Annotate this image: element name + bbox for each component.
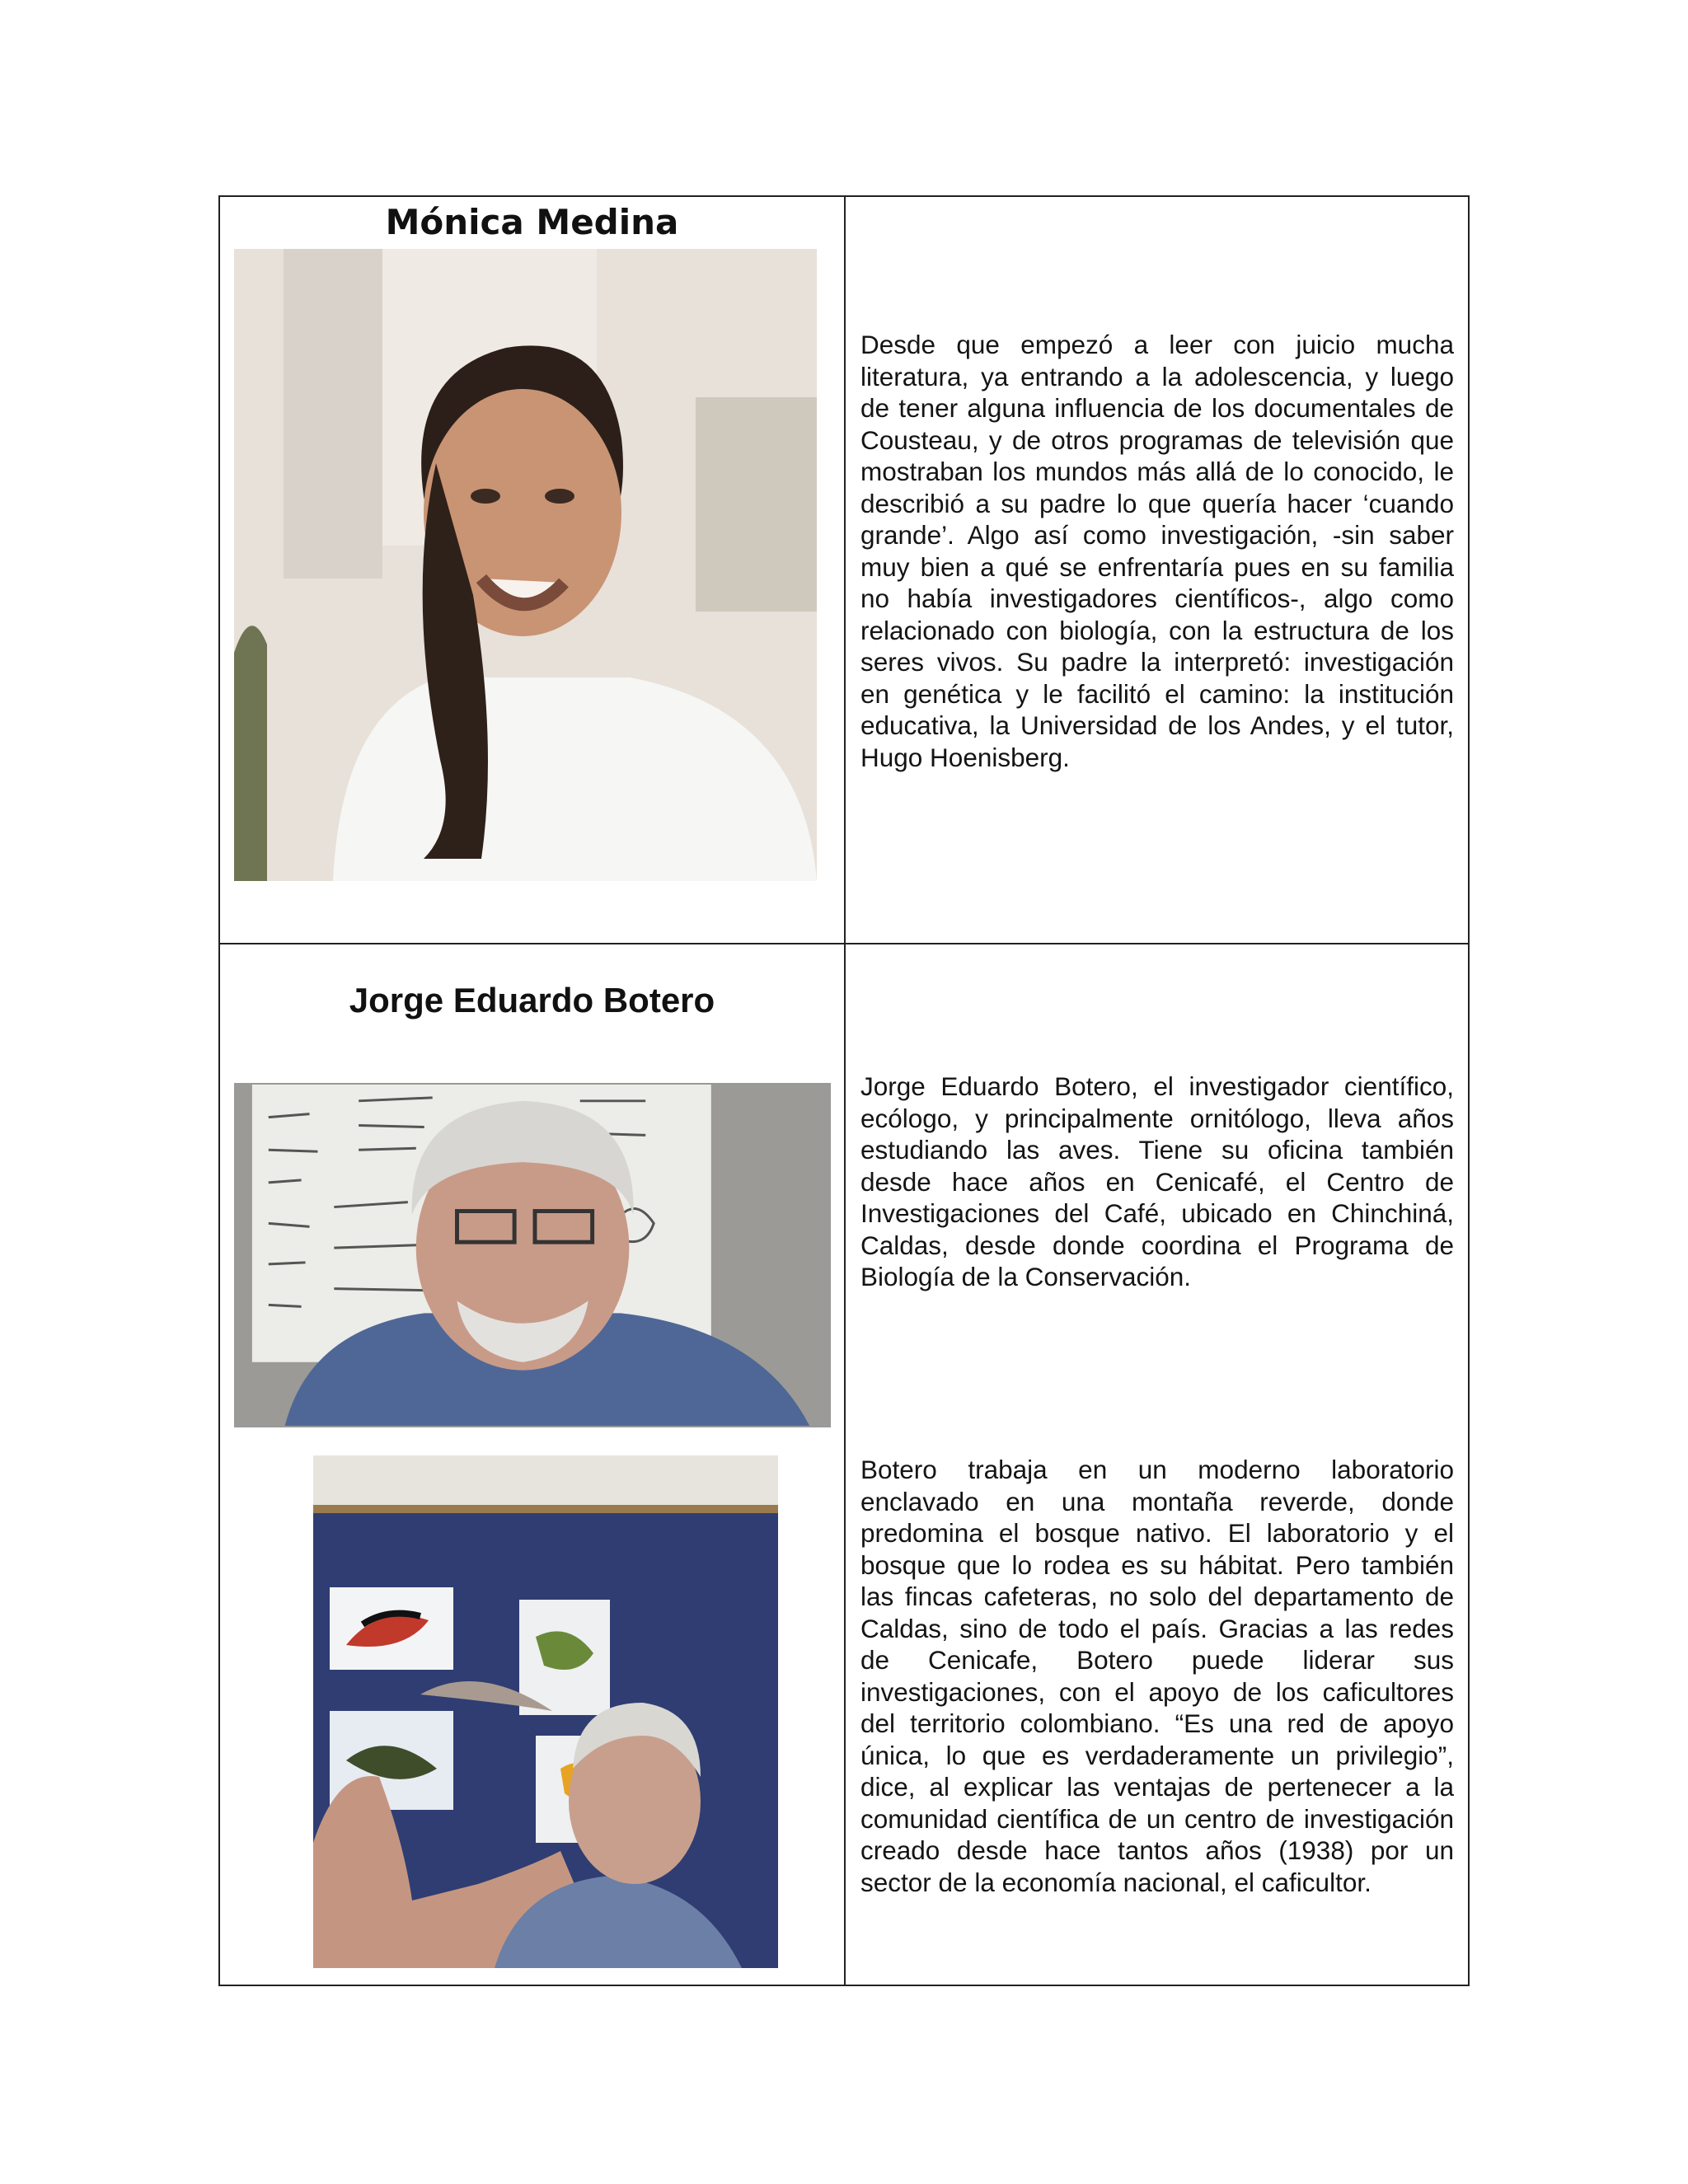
portrait-photo-jorge-birds [313,1455,778,1968]
profile-name-monica: Mónica Medina [385,202,679,242]
profile-bio-jorge-paragraph-2: Botero trabaja en un moderno laboratorio enclavado en una montaña reverde, donde predomina el bosque nativo. El laboratorio y el bosque que lo rodea es su hábitat. Pero también las fincas cafeteras, no solo del departamento de Caldas, sino de todo el país. Gracias a las redes de Cenicafe, Botero puede liderar sus investigaciones, con el apoyo de los caficultores del territorio colombiano. “Es una red de apoyo única, lo que es verdaderamente un privilegio”, dice, al explicar las ventajas de pertenecer a la comunidad científica de un centro de investigación creado desde hace tantos años (1938) por un sector de la economía nacional, el caficultor. [860,1455,1454,1897]
column-divider [844,197,846,1985]
profile-name-jorge: Jorge Eduardo Botero [349,981,715,1019]
profiles-table [218,195,1470,1986]
row-divider [220,943,1468,944]
portrait-photo-monica [234,249,817,881]
portrait-photo-jorge-whiteboard [234,1083,831,1427]
profile-bio-monica: Desde que empezó a leer con juicio mucha literatura, ya entrando a la adolescencia, y luego de tener alguna influencia de los documentales de Cousteau, y de otros programas de televisión que mostraban los mundos más allá de lo conocido, le describió a su padre lo que quería hacer ‘cuando grande’. Algo así como investigación, -sin saber muy bien a qué se enfrentaría pues en su familia no había investigadores científicos-, algo como relacionado con biología, con la estructura de los seres vivos. Su padre la interpretó: investigación en genética y le facilitó el camino: la institución educativa, la Universidad de los Andes, y el tutor, Hugo Hoenisberg. [860,330,1454,772]
profile-bio-jorge-paragraph-1: Jorge Eduardo Botero, el investigador científico, ecólogo, y principalmente ornitólogo, lleva años estudiando las aves. Tiene su oficina también desde hace años en Cenicafé, el Centro de Investigaciones del Café, ubicado en Chinchiná, Caldas, desde donde coordina el Programa de Biología de la Conservación. [860,1071,1454,1291]
